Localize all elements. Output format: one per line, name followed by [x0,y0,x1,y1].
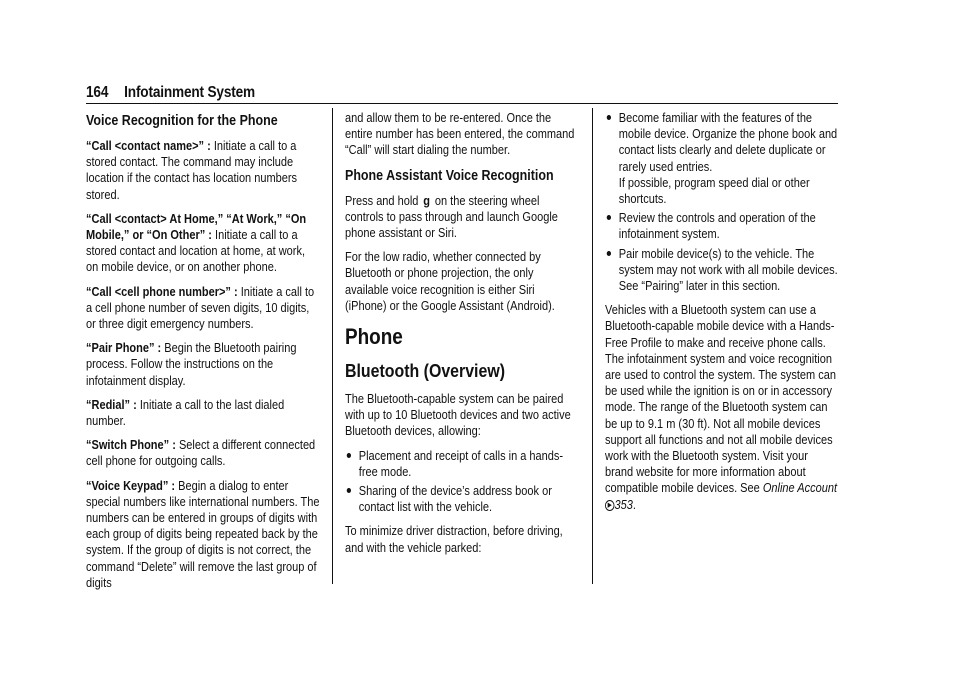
bluetooth-intro: The Bluetooth-capable system can be paired with up to 10 Bluetooth devices and two active Bluetooth devices, allowing: [345,391,571,439]
bluetooth-overview-title: Bluetooth (Overview) [345,360,506,382]
assistant-text-post: on the steering wheel controls to pass through and launch Google phone assistant or Siri. [345,192,558,241]
list-item-text: Placement and receipt of calls in a hands-free mode. [358,447,564,479]
paragraph-end: . [632,496,636,512]
assistant-text-pre: Press and hold [345,192,419,208]
command-item [86,211,320,276]
bullet-icon [347,453,351,458]
continued-paragraph: and allow them to be re-entered. Once the entire number has been entered, the command “Call” will start dialing the number. [345,110,575,158]
column-divider-1 [332,108,333,584]
command-text: Select a different connected cell phone for outgoing calls. [86,437,316,469]
phone-title: Phone [345,324,403,350]
header-divider [86,103,838,104]
page-number: 164 [86,84,109,101]
voice-recognition-icon: g [423,192,431,208]
page-header [86,84,255,102]
online-account-link[interactable]: Online Account [762,480,838,496]
list-item-text: Pair mobile device(s) to the vehicle. The system may not work with all mobile devices. See “Pairing” later in this section. [618,245,838,294]
bluetooth-system-paragraph [605,302,839,513]
list-item [605,210,839,242]
command-label: “Redial” : [86,396,137,412]
list-item [605,246,839,295]
voice-recognition-heading: Voice Recognition for the Phone [86,113,278,129]
bullet-icon [607,115,611,120]
command-label: “Switch Phone” : [86,437,176,453]
command-item [86,284,320,333]
command-text: Initiate a call to a cell phone number of seven digits, 10 digits, or three digit emergency numbers. [86,283,315,332]
paragraph-text: Vehicles with a Bluetooth system can use a Bluetooth-capable mobile device with a Hands-Free Profile to make and receive phone calls. The infotainment system and voice recognition are used to control the system. The system can be used while the ignition is on or in accessory mode. The range of the Bluetooth system can be up to 9.1 m (30 ft). Not all mobile devices support all functions and not all mobile devices work with the Bluetooth system. Visit your brand website for more information about compatible mobile devices. See [605,302,837,496]
bullet-icon [607,215,611,220]
command-text: Initiate a call to the last dialed number. [86,396,285,429]
page-reference-icon: ▶ [605,500,614,511]
list-item-text: Become familiar with the features of the mobile device. Organize the phone book and contact lists clearly and delete duplicate or rarely used entries. [618,110,838,174]
list-item-subtext: If possible, program speed dial or other shortcuts. [618,174,810,207]
command-item [86,478,320,591]
command-label: “Call <cell phone number>” : [86,283,238,299]
command-text: Initiate a call to a stored contact and location at home, at work, on mobile device, or on another phone. [86,227,306,275]
low-radio-paragraph: For the low radio, whether connected by Bluetooth or phone projection, the only available voice recognition is either Siri (iPhone) or the Google Assistant (Android). [345,249,555,313]
reference-page-number[interactable]: 353 [614,496,633,512]
command-text: Begin the Bluetooth pairing process. Follow the instructions on the infotainment display. [86,340,297,388]
list-item-text: Sharing of the device’s address book or contact list with the vehicle. [358,483,552,515]
command-label: “Call <contact name>” : [86,138,211,153]
column-1 [86,110,320,599]
assistant-paragraph [345,193,579,242]
bluetooth-feature-list [345,448,579,516]
command-text: Initiate a call to a stored contact. The command may include location if the contact has location numbers stored. [86,138,298,202]
list-item-text: Review the controls and operation of the infotainment system. [618,210,816,242]
command-text: Begin a dialog to enter special numbers like international numbers. The numbers can be entered in groups of digits with each group of digits being repeated back by the system. If the group of digits is not correct, the command “Delete” will remove the last group of digits [86,477,320,590]
list-item [345,448,579,480]
command-item [86,138,320,203]
bullet-icon [607,251,611,256]
preparation-list [605,110,839,294]
phone-assistant-heading: Phone Assistant Voice Recognition [345,167,554,184]
command-label: “Call <contact> At Home,” “At Work,” “On Mobile,” or “On Other” : [86,210,307,243]
column-2 [345,110,579,564]
command-label: “Pair Phone” : [86,340,162,356]
command-item [86,340,320,389]
list-item [345,483,579,515]
bullet-icon [347,488,351,493]
distraction-paragraph: To minimize driver distraction, before driving, and with the vehicle parked: [345,523,563,555]
column-3 [605,110,839,521]
command-label: “Voice Keypad” : [86,477,176,493]
command-item [86,437,320,469]
list-item [605,110,839,207]
section-title: Infotainment System [124,84,255,101]
column-divider-2 [592,108,593,584]
command-item [86,397,320,429]
